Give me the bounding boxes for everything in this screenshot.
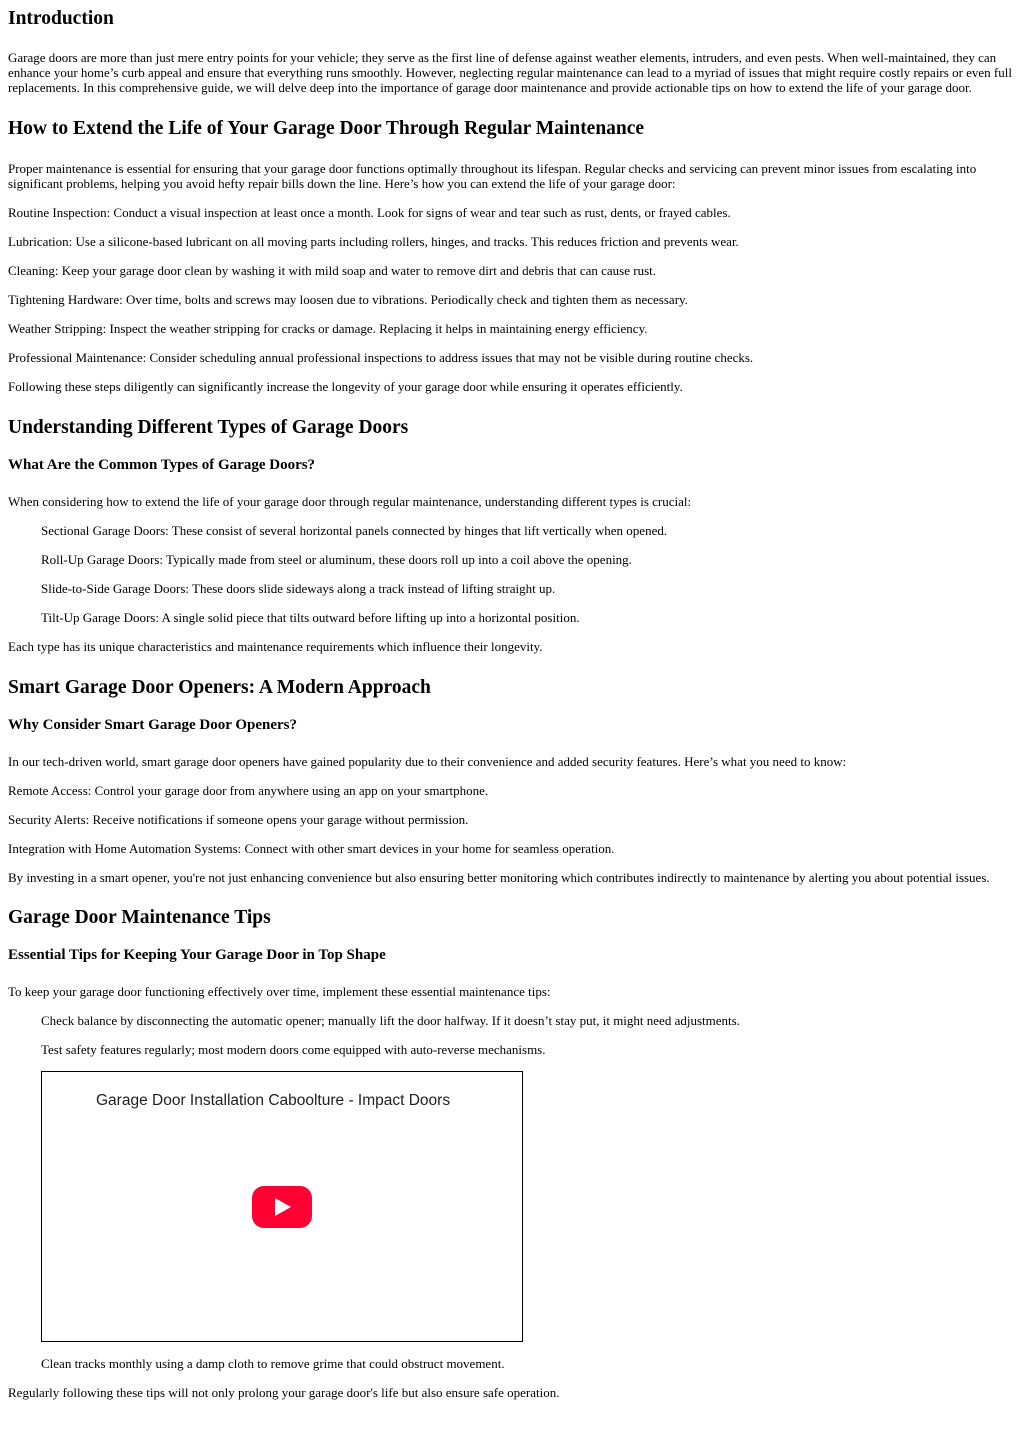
- list-item: Tilt-Up Garage Doors: A single solid piece that tilts outward before lifting up into a horizontal position.: [41, 610, 580, 625]
- list-item: Sectional Garage Doors: These consist of several horizontal panels connected by hinges that lift vertically when opened.: [41, 523, 668, 538]
- maintenance-closing: Following these steps diligently can significantly increase the longevity of your garage door while ensuring it operates efficiently.: [8, 379, 683, 394]
- smart-paragraph: In our tech-driven world, smart garage door openers have gained popularity due to their convenience and added security features. Here’s what you need to know:: [8, 754, 847, 769]
- list-item: Check balance by disconnecting the automatic opener; manually lift the door halfway. If it doesn’t stay put, it might need adjustments.: [41, 1013, 740, 1028]
- maintenance-step: Tightening Hardware: Over time, bolts and screws may loosen due to vibrations. Periodically check and tighten them as necessary.: [8, 292, 688, 307]
- maintenance-step: Lubrication: Use a silicone-based lubricant on all moving parts including rollers, hinges, and tracks. This reduces friction and prevents wear.: [8, 234, 739, 249]
- types-list: [8, 523, 1016, 625]
- article: [0, 7, 1024, 1400]
- play-triangle-icon: [275, 1198, 291, 1216]
- intro-paragraph: Garage doors are more than just mere entry points for your vehicle; they serve as the first line of defense against weather elements, intruders, and even pests. When well-maintained, they can enhance your home’s curb appeal and ensure that everything runs smoothly. However, neglecting regular maintenance can lead to a myriad of issues that might require costly repairs or even full replacements. In this comprehensive guide, we will delve deep into the importance of garage door maintenance and provide actionable tips on how to extend the life of your garage door.: [8, 50, 1012, 95]
- tips-closing: Regularly following these tips will not only prolong your garage door's life but also ensure safe operation.: [8, 1385, 560, 1400]
- smart-heading: Smart Garage Door Openers: A Modern Approach: [8, 677, 431, 698]
- smart-item: Security Alerts: Receive notifications if someone opens your garage without permission.: [8, 812, 469, 827]
- tips-subheading: Essential Tips for Keeping Your Garage Door in Top Shape: [8, 947, 386, 963]
- list-item: Test safety features regularly; most modern doors come equipped with auto-reverse mechanisms.: [41, 1042, 546, 1057]
- tips-paragraph: To keep your garage door functioning effectively over time, implement these essential maintenance tips:: [8, 984, 551, 999]
- types-paragraph: When considering how to extend the life of your garage door through regular maintenance, understanding different types is crucial:: [8, 494, 692, 509]
- video-container: [8, 1071, 1016, 1342]
- maintenance-step: Routine Inspection: Conduct a visual inspection at least once a month. Look for signs of wear and tear such as rust, dents, or frayed cables.: [8, 205, 731, 220]
- maintenance-step: Weather Stripping: Inspect the weather stripping for cracks or damage. Replacing it helps in maintaining energy efficiency.: [8, 321, 648, 336]
- list-item: Roll-Up Garage Doors: Typically made from steel or aluminum, these doors roll up into a coil above the opening.: [41, 552, 632, 567]
- smart-subheading: Why Consider Smart Garage Door Openers?: [8, 717, 298, 733]
- maintenance-paragraph: Proper maintenance is essential for ensuring that your garage door functions optimally throughout its lifespan. Regular checks and servicing can prevent minor issues from escalating into significant problems, helping you avoid hefty repair bills down the line. Here’s how you can extend the life of your garage door:: [8, 161, 977, 191]
- youtube-play-icon[interactable]: [252, 1186, 312, 1228]
- smart-closing: By investing in a smart opener, you're not just enhancing convenience but also ensuring better monitoring which contributes indirectly to maintenance by alerting you about potential issues.: [8, 870, 990, 885]
- maintenance-heading: How to Extend the Life of Your Garage Door Through Regular Maintenance: [8, 118, 645, 139]
- list-item: Slide-to-Side Garage Doors: These doors slide sideways along a track instead of lifting straight up.: [41, 581, 556, 596]
- smart-item: Integration with Home Automation Systems: Connect with other smart devices in your home for seamless operation.: [8, 841, 615, 856]
- smart-item: Remote Access: Control your garage door from anywhere using an app on your smartphone.: [8, 783, 489, 798]
- list-item: Clean tracks monthly using a damp cloth to remove grime that could obstruct movement.: [41, 1356, 505, 1371]
- tips-heading: Garage Door Maintenance Tips: [8, 907, 271, 928]
- tips-list: [8, 1013, 1016, 1057]
- types-closing: Each type has its unique characteristics and maintenance requirements which influence their longevity.: [8, 639, 543, 654]
- maintenance-step: Cleaning: Keep your garage door clean by washing it with mild soap and water to remove dirt and debris that can cause rust.: [8, 263, 657, 278]
- intro-heading: Introduction: [8, 8, 114, 29]
- types-heading: Understanding Different Types of Garage Doors: [8, 417, 409, 438]
- youtube-video-embed[interactable]: [41, 1071, 523, 1342]
- types-subheading: What Are the Common Types of Garage Doors?: [8, 457, 316, 473]
- tips-list-continued: [8, 1356, 1016, 1371]
- video-title[interactable]: Garage Door Installation Caboolture - Impact Doors: [96, 1092, 451, 1109]
- maintenance-step: Professional Maintenance: Consider scheduling annual professional inspections to address issues that may not be visible during routine checks.: [8, 350, 754, 365]
